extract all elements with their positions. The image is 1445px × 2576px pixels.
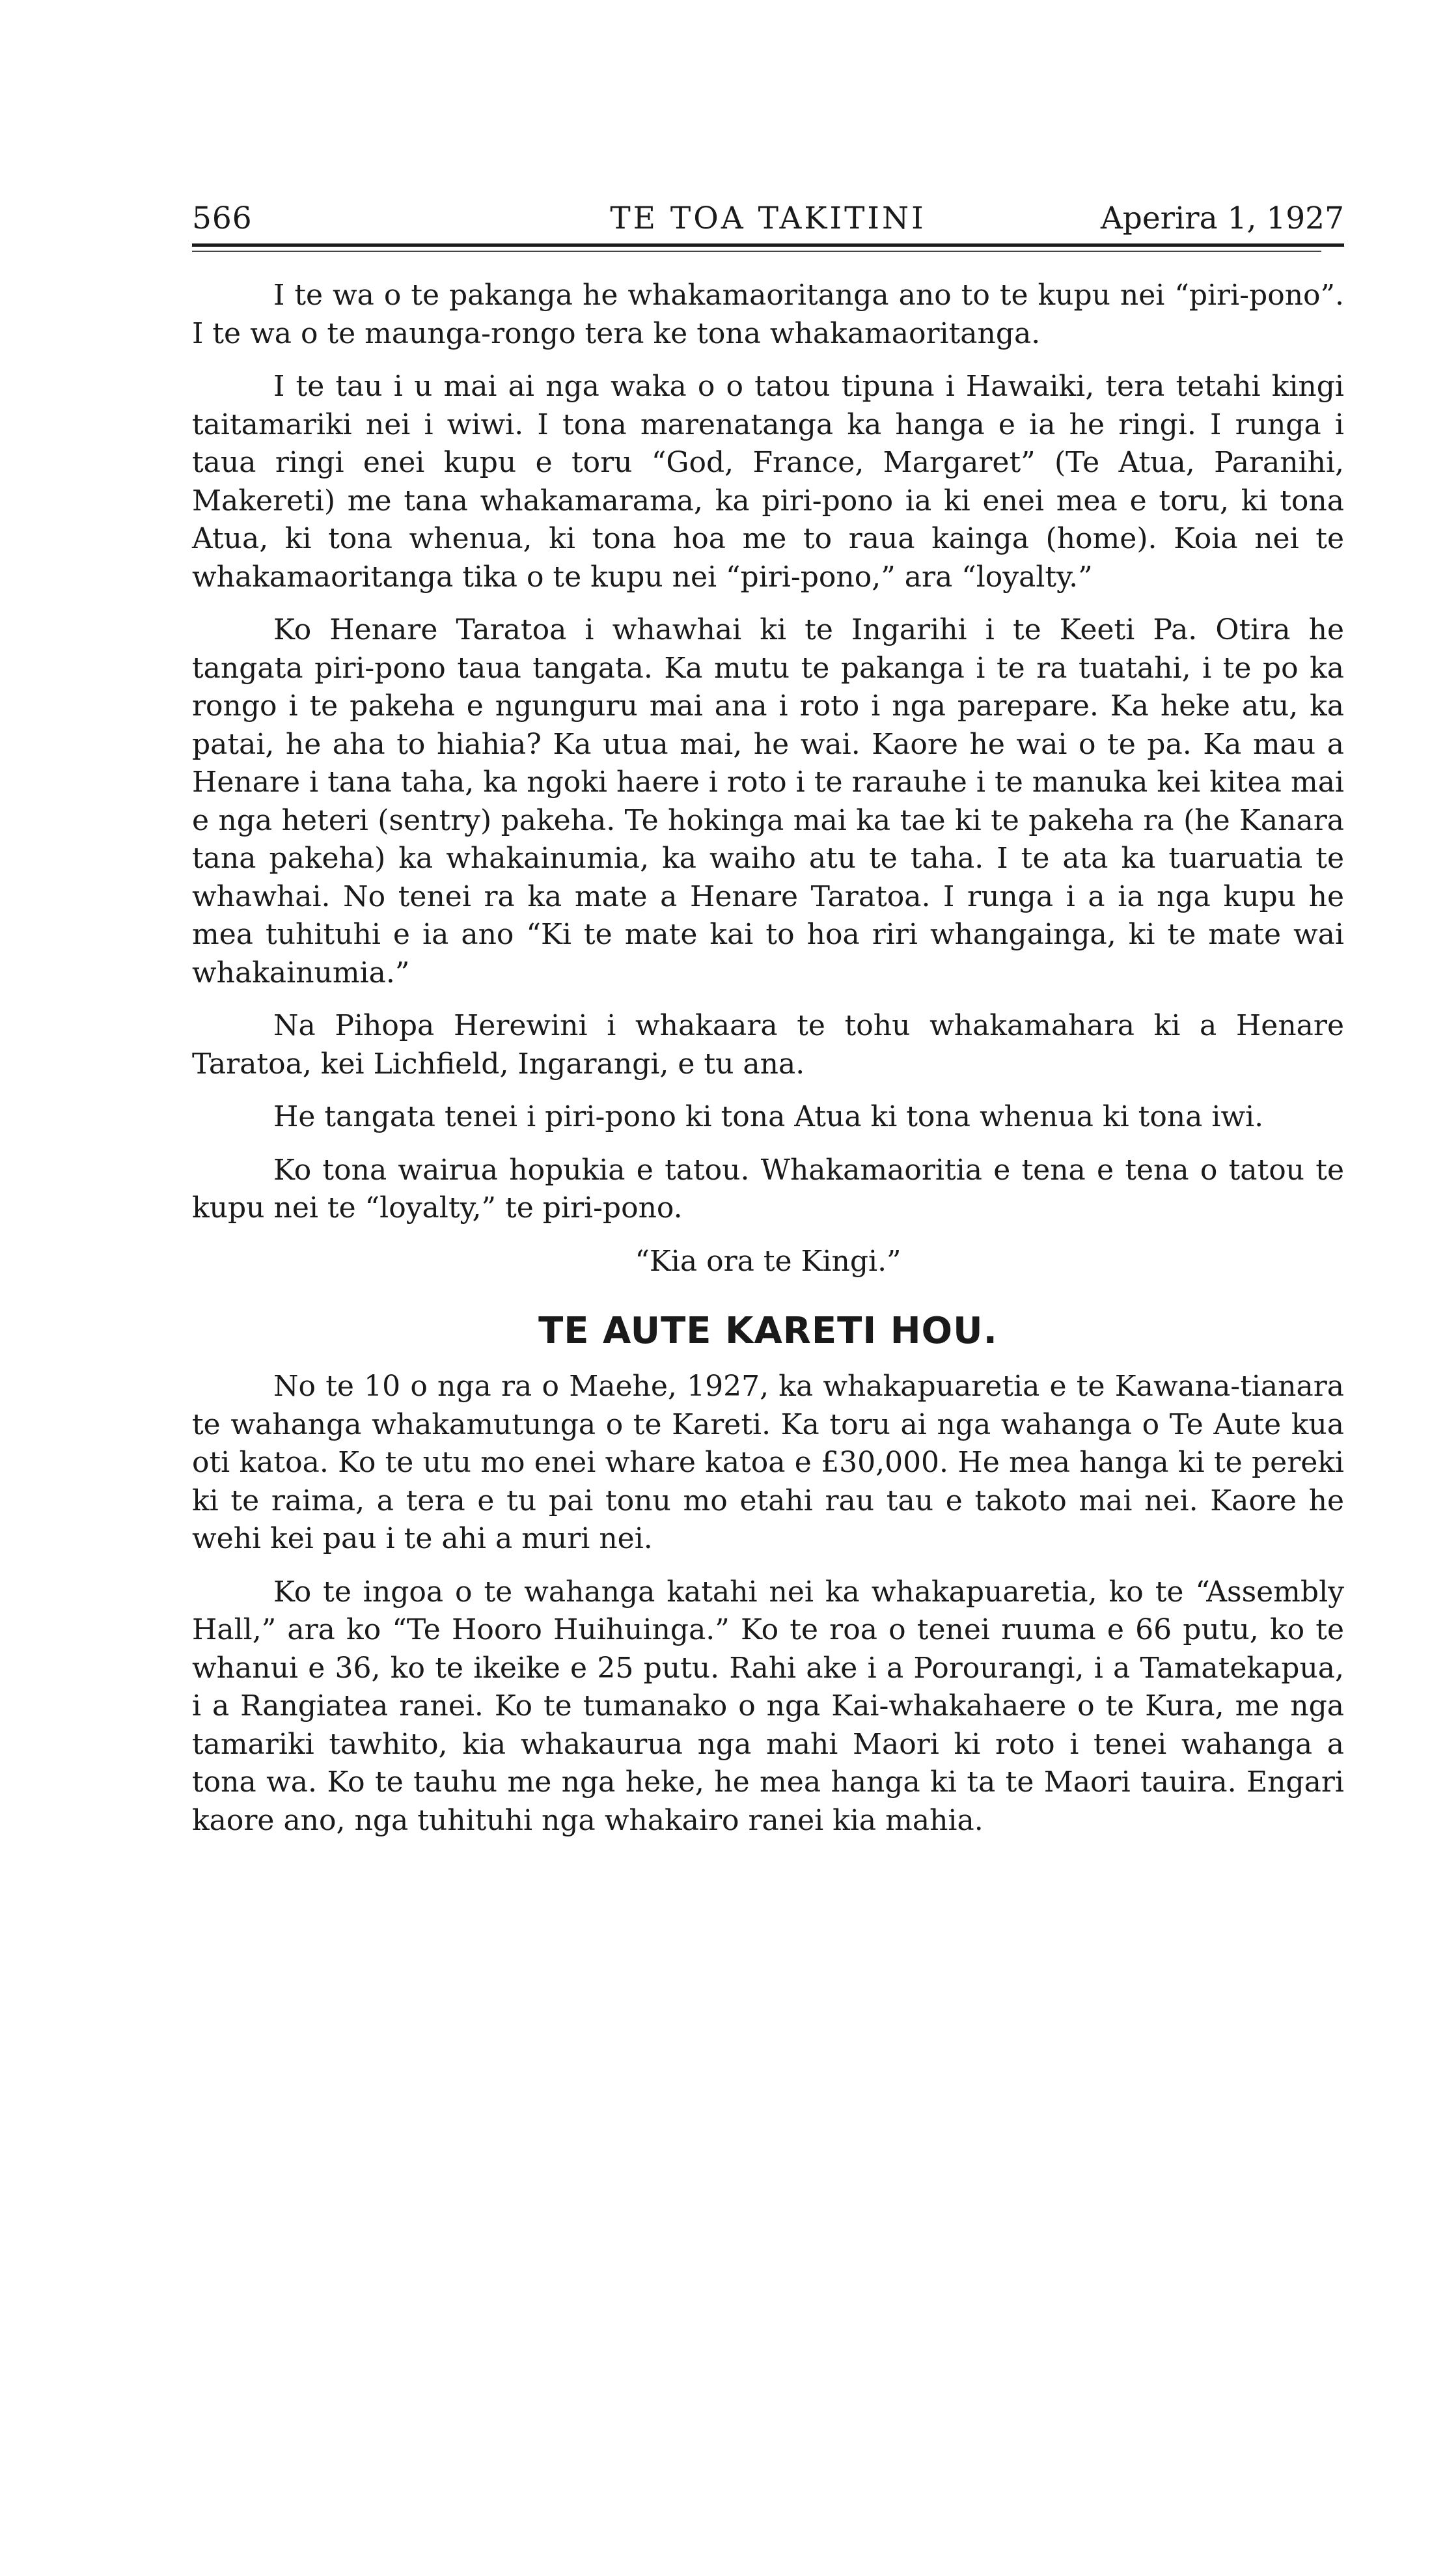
paragraph: He tangata tenei i piri-pono ki tona Atua ki tona whenua ki tona iwi. (273, 1100, 1264, 1133)
paragraph: Ko tona wairua hopukia e tatou. Whakamaoritia e tena e tena o tatou te kupu nei te “loyalty,” te piri-pono. (192, 1153, 1344, 1225)
header-rule-thin (192, 251, 1321, 252)
paragraph: Ko te ingoa o te wahanga katahi nei ka whakapuaretia, ko te “Assembly Hall,” ara ko “Te Hooro Huihuinga.” Ko te roa o tenei ruuma e 66 putu, ko te whanui e 36, ko te ikeike e 25 putu. Rahi ake i a Porourangi, i a Tamatekapua, i a Rangiatea ranei. Ko te tumanako o nga Kai-whakahaere o te Kura, me nga tamariki tawhito, kia whakaurua nga mahi Maori ki roto i tenei wahanga a tona wa. Ko te tauhu me nga heke, he mea hanga ki ta te Maori tauira. Engari kaore ano, nga tuhituhi nga whakairo ranei kia mahia. (192, 1575, 1344, 1837)
closing-quote: “Kia ora te Kingi.” (635, 1244, 901, 1278)
section-heading: TE AUTE KARETI HOU. (538, 1310, 998, 1352)
running-header (192, 195, 1344, 242)
page (192, 195, 1344, 1855)
header-rule (192, 243, 1344, 247)
article-body (192, 277, 1344, 1840)
paragraph: Na Pihopa Herewini i whakaara te tohu whakamahara ki a Henare Taratoa, kei Lichfield, Ingarangi, e tu ana. (192, 1009, 1344, 1081)
journal-title: TE TOA TAKITINI (610, 201, 926, 236)
paragraph: Ko Henare Taratoa i whawhai ki te Ingarihi i te Keeti Pa. Otira he tangata piri-pono taua tangata. Ka mutu te pakanga i te ra tuatahi, i te po ka rongo i te pakeha e ngunguru mai ana i roto i nga parepare. Ka heke atu, ka patai, he aha to hiahia? Ka utua mai, he wai. Kaore he wai o te pa. Ka mau a Henare i tana taha, ka ngoki haere i roto i te rarauhe i te manuka kei kitea mai e nga heteri (sentry) pakeha. Te hokinga mai ka tae ki te pakeha ra (he Kanara tana pakeha) ka whakainumia, ka waiho atu te taha. I te ata ka tuaruatia te whawhai. No tenei ra ka mate a Henare Taratoa. I runga i a ia nga kupu he mea tuhituhi e ia ano “Ki te mate kai to hoa riri whangainga, ki te mate wai whakainumia.” (192, 613, 1344, 990)
issue-date: Aperira 1, 1927 (1100, 201, 1344, 236)
page-number: 566 (192, 201, 253, 236)
paragraph: I te tau i u mai ai nga waka o o tatou tipuna i Hawaiki, tera tetahi kingi taitamariki nei i wiwi. I tona marenatanga ka hanga e ia he ringi. I runga i taua ringi enei kupu e toru “God, France, Margaret” (Te Atua, Paranihi, Makereti) me tana whakamarama, ka piri-pono ia ki enei mea e toru, ki tona Atua, ki tona whenua, ki tona hoa me to raua kainga (home). Koia nei te whakamaoritanga tika o te kupu nei “piri-pono,” ara “loyalty.” (192, 370, 1344, 594)
paragraph: I te wa o te pakanga he whakamaoritanga ano to te kupu nei “piri-pono”. I te wa o te maunga-rongo tera ke tona whakamaoritanga. (192, 279, 1344, 350)
paragraph: No te 10 o nga ra o Maehe, 1927, ka whakapuaretia e te Kawana-tianara te wahanga whakamutunga o te Kareti. Ka toru ai nga wahanga o Te Aute kua oti katoa. Ko te utu mo enei whare katoa e £30,000. He mea hanga ki te pereki ki te raima, a tera e tu pai tonu mo etahi rau tau e takoto mai nei. Kaore he wehi kei pau i te ahi a muri nei. (192, 1370, 1344, 1555)
